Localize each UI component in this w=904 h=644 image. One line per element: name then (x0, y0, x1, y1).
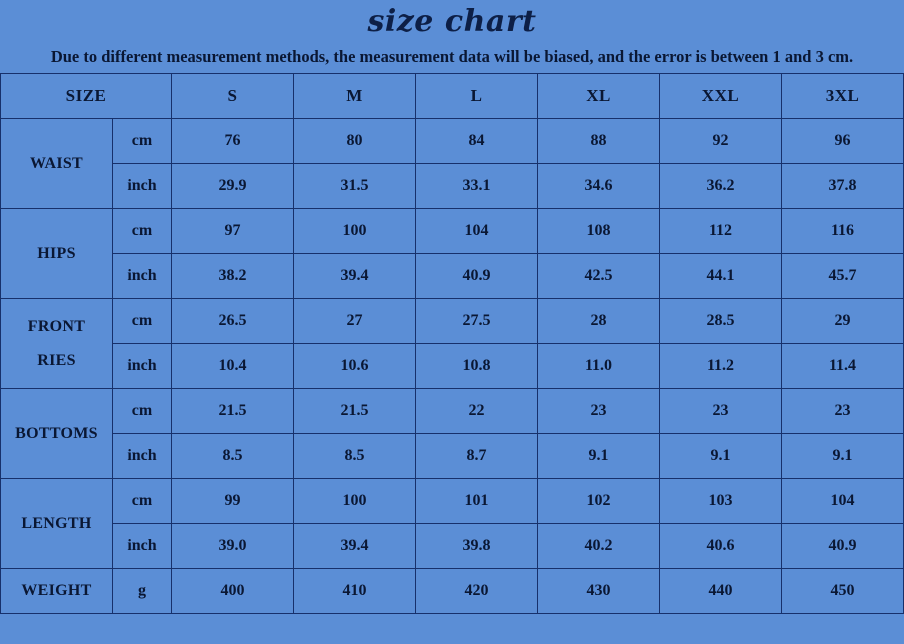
cell-value: 44.1 (660, 254, 782, 299)
cell-value: 102 (538, 479, 660, 524)
header-size-s: S (172, 74, 294, 119)
cell-value: 440 (660, 569, 782, 614)
cell-value: 38.2 (172, 254, 294, 299)
unit-inch: inch (113, 344, 172, 389)
cell-value: 39.0 (172, 524, 294, 569)
unit-cm: cm (113, 479, 172, 524)
cell-value: 104 (416, 209, 538, 254)
cell-value: 10.6 (294, 344, 416, 389)
header-size-xl: XL (538, 74, 660, 119)
header-size-m: M (294, 74, 416, 119)
cell-value: 80 (294, 119, 416, 164)
cell-value: 8.5 (172, 434, 294, 479)
cell-value: 76 (172, 119, 294, 164)
cell-value: 23 (538, 389, 660, 434)
cell-value: 92 (660, 119, 782, 164)
cell-value: 108 (538, 209, 660, 254)
row-label-front-ries (1, 299, 113, 389)
table-row (1, 209, 904, 254)
table-row (1, 479, 904, 524)
cell-value: 23 (782, 389, 904, 434)
cell-value: 39.8 (416, 524, 538, 569)
cell-value: 8.5 (294, 434, 416, 479)
cell-value: 10.4 (172, 344, 294, 389)
cell-value: 40.6 (660, 524, 782, 569)
cell-value: 27 (294, 299, 416, 344)
cell-value: 116 (782, 209, 904, 254)
cell-value: 100 (294, 209, 416, 254)
row-label-hips: HIPS (1, 209, 113, 299)
table-body (1, 119, 904, 614)
row-label-line: RIES (37, 351, 76, 369)
cell-value: 9.1 (782, 434, 904, 479)
cell-value: 39.4 (294, 524, 416, 569)
row-label-bottoms: BOTTOMS (1, 389, 113, 479)
cell-value: 36.2 (660, 164, 782, 209)
cell-value: 11.4 (782, 344, 904, 389)
cell-value: 29.9 (172, 164, 294, 209)
table-row (1, 524, 904, 569)
cell-value: 28.5 (660, 299, 782, 344)
cell-value: 34.6 (538, 164, 660, 209)
unit-inch: inch (113, 254, 172, 299)
cell-value: 450 (782, 569, 904, 614)
table-row (1, 569, 904, 614)
cell-value: 9.1 (660, 434, 782, 479)
unit-inch: inch (113, 164, 172, 209)
row-label-waist: WAIST (1, 119, 113, 209)
cell-value: 8.7 (416, 434, 538, 479)
cell-value: 101 (416, 479, 538, 524)
unit-cm: cm (113, 299, 172, 344)
cell-value: 400 (172, 569, 294, 614)
cell-value: 26.5 (172, 299, 294, 344)
cell-value: 11.0 (538, 344, 660, 389)
row-label-weight: WEIGHT (1, 569, 113, 614)
cell-value: 84 (416, 119, 538, 164)
cell-value: 410 (294, 569, 416, 614)
cell-value: 96 (782, 119, 904, 164)
cell-value: 99 (172, 479, 294, 524)
cell-value: 31.5 (294, 164, 416, 209)
cell-value: 88 (538, 119, 660, 164)
cell-value: 40.9 (416, 254, 538, 299)
cell-value: 27.5 (416, 299, 538, 344)
cell-value: 420 (416, 569, 538, 614)
table-header-row (1, 74, 904, 119)
table-row (1, 254, 904, 299)
unit-cm: cm (113, 119, 172, 164)
page-title: size chart (367, 4, 537, 39)
header-size-xxl: XXL (660, 74, 782, 119)
cell-value: 112 (660, 209, 782, 254)
header-size-l: L (416, 74, 538, 119)
cell-value: 23 (660, 389, 782, 434)
unit-cm: cm (113, 389, 172, 434)
row-label-line: FRONT (27, 317, 86, 335)
row-label-length: LENGTH (1, 479, 113, 569)
cell-value: 9.1 (538, 434, 660, 479)
cell-value: 45.7 (782, 254, 904, 299)
cell-value: 97 (172, 209, 294, 254)
table-row (1, 164, 904, 209)
cell-value: 22 (416, 389, 538, 434)
header-size-label: SIZE (1, 74, 172, 119)
cell-value: 103 (660, 479, 782, 524)
cell-value: 11.2 (660, 344, 782, 389)
cell-value: 37.8 (782, 164, 904, 209)
cell-value: 40.2 (538, 524, 660, 569)
cell-value: 100 (294, 479, 416, 524)
table-row (1, 119, 904, 164)
table-row (1, 299, 904, 344)
table-row (1, 434, 904, 479)
unit-inch: inch (113, 524, 172, 569)
cell-value: 39.4 (294, 254, 416, 299)
cell-value: 29 (782, 299, 904, 344)
cell-value: 28 (538, 299, 660, 344)
cell-value: 104 (782, 479, 904, 524)
measurement-note: Due to different measurement methods, the measurement data will be biased, and the error is between 1 and 3 cm. (50, 47, 854, 66)
cell-value: 33.1 (416, 164, 538, 209)
size-chart-table (0, 73, 904, 614)
cell-value: 10.8 (416, 344, 538, 389)
cell-value: 21.5 (172, 389, 294, 434)
cell-value: 430 (538, 569, 660, 614)
cell-value: 21.5 (294, 389, 416, 434)
cell-value: 42.5 (538, 254, 660, 299)
table-row (1, 389, 904, 434)
table-row (1, 344, 904, 389)
header-size-3xl: 3XL (782, 74, 904, 119)
unit-cm: cm (113, 209, 172, 254)
unit-inch: inch (113, 434, 172, 479)
unit-g: g (113, 569, 172, 614)
cell-value: 40.9 (782, 524, 904, 569)
